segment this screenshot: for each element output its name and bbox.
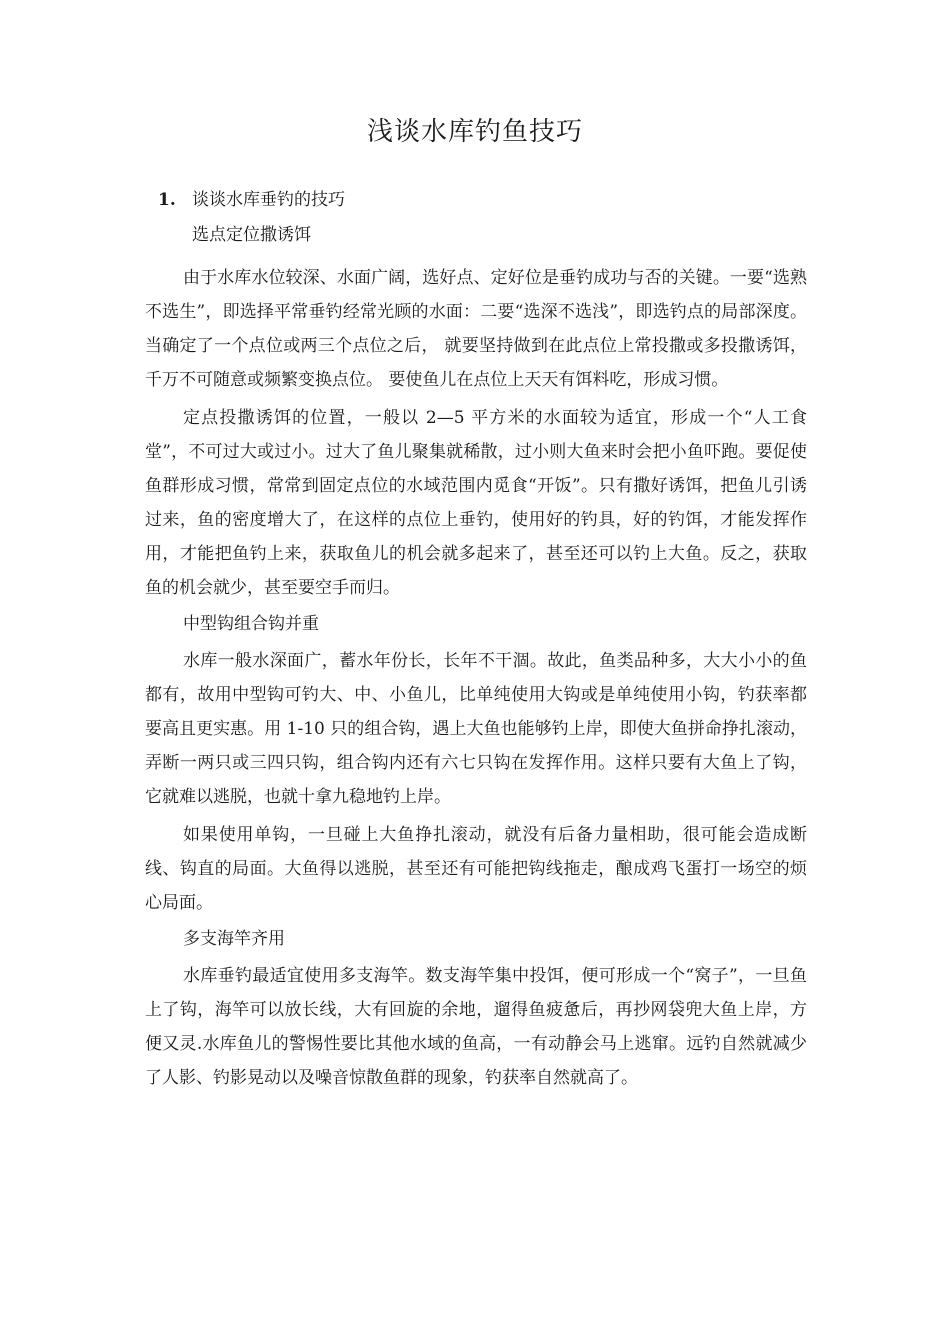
section-heading — [158, 186, 345, 214]
paragraph: 由于水库水位较深、水面广阔，选好点、定好位是垂钓成功与否的关键。一要“选熟不选生”，即选择平常垂钓经常光顾的水面：二要“选深不选浅”，即选钓点的局部深度。当确定了一个点位或两三个点位之后， 就要坚持做到在此点位上常投撒或多投撒诱饵， 千万不可随意或频繁变换点位。 要使鱼儿在点位上天天有饵料吃，形成习惯。 — [145, 268, 807, 390]
paragraph: 如果使用单钩，一旦碰上大鱼挣扎滚动，就没有后备力量相助，很可能会造成断线、钩直的局面。大鱼得以逃脱，甚至还有可能把钩线拖走，酿成鸡飞蛋打一场空的烦心局面。 — [145, 825, 807, 913]
paragraph: 水库垂钓最适宜使用多支海竿。数支海竿集中投饵，便可形成一个“窝子”，一旦鱼上了钩，海竿可以放长线，大有回旋的余地，遛得鱼疲惫后，再抄网袋兜大鱼上岸，方便又灵.水库鱼儿的警惕性要比其他水域的鱼高，一有动静会马上逃窜。远钓自然就减少了人影、钓影晃动以及噪音惊散鱼群的现象，钓获率自然就高了。 — [145, 966, 807, 1088]
document-body — [145, 220, 807, 1099]
section-heading-text: 谈谈水库垂钓的技巧 — [192, 190, 345, 210]
subheading-hooks: 中型钩组合钩并重 — [183, 614, 319, 634]
paragraph: 定点投撒诱饵的位置，一般以 2—5 平方米的水面较为适宜，形成一个“人工食堂”，不可过大或过小。过大了鱼儿聚集就稀散，过小则大鱼来时会把小鱼吓跑。要促使鱼群形成习惯，常常到固定点位的水域范围内觅食“开饭”。只有撒好诱饵，把鱼儿引诱过来，鱼的密度增大了，在这样的点位上垂钓，使用好的钓具，好的钓饵，才能发挥作用，才能把鱼钓上来，获取鱼儿的机会就多起来了，甚至还可以钓上大鱼。反之，获取鱼的机会就少，甚至要空手而归。 — [145, 408, 807, 598]
subheading-bait-placement: 选点定位撒诱饵 — [192, 225, 311, 245]
section-number: 1. — [158, 190, 176, 210]
document-title: 浅谈水库钓鱼技巧 — [366, 117, 583, 147]
subheading-rods: 多支海竿齐用 — [183, 929, 285, 949]
paragraph: 水库一般水深面广，蓄水年份长，长年不干涸。故此，鱼类品种多，大大小小的鱼都有，故用中型钩可钓大、中、小鱼儿，比单纯使用大钩或是单纯使用小钩，钓获率都要高且更实惠。用 1-10 只的组合钩，遇上大鱼也能够钓上岸，即使大鱼拼命挣扎滚动，弄断一两只或三四只钩，组合钩内还有六七只钩在发挥作用。这样只要有大鱼上了钩，它就难以逃脱，也就十拿九稳地钓上岸。 — [145, 651, 807, 807]
